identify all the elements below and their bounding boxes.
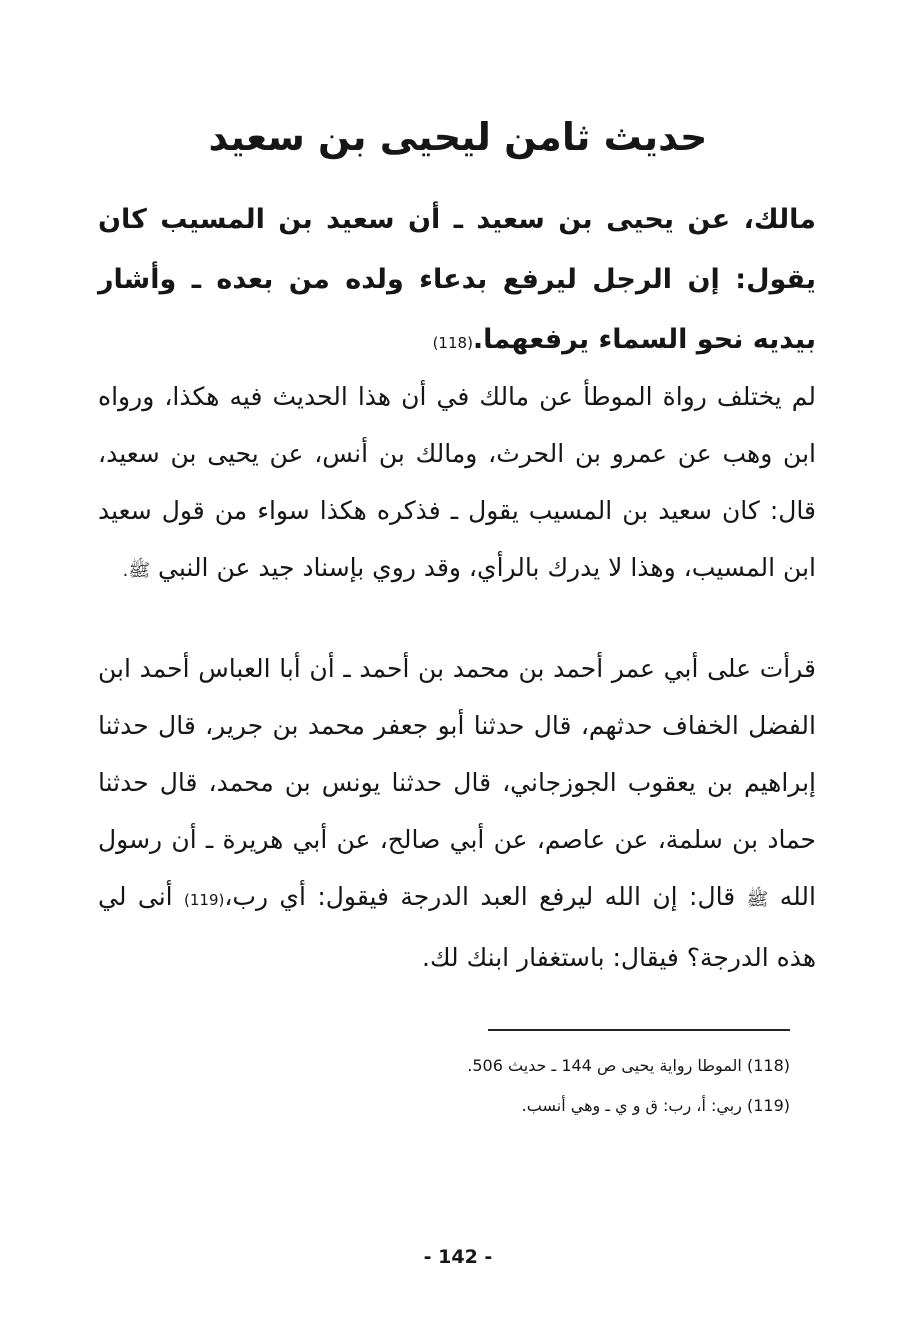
footnote-ref-119: (119): [184, 891, 225, 909]
salla-glyph-1: ﷺ.: [122, 560, 151, 581]
salla-glyph-2: ﷺ: [746, 889, 769, 910]
commentary-paragraph-1: [98, 368, 816, 599]
commentary-paragraph-2: [98, 640, 816, 986]
hadith-body: مالك، عن يحيى بن سعيد ـ أن سعيد بن المسيب كان يقول: إن الرجل ليرفع بدعاء ولده من بعده ـ وأشار بيديه نحو السماء يرفعهما.: [98, 204, 816, 355]
page-number: - 142 -: [423, 1246, 493, 1268]
section-heading: حديث ثامن ليحيى بن سعيد: [208, 115, 708, 159]
footnote-divider: [488, 1029, 790, 1031]
commentary-2-body-a: قرأت على أبي عمر أحمد بن محمد بن أحمد ـ أن أبا العباس أحمد ابن الفضل الخفاف حدثهم، قال حدثنا أبو جعفر محمد بن جرير، قال حدثنا إبراهيم بن يعقوب الجوزجاني، قال حدثنا يونس بن محمد، قال حدثنا حماد بن سلمة، عن عاصم، عن أبي صالح، عن أبي هريرة ـ أن رسول الله: [98, 654, 816, 911]
commentary-1-body: لم يختلف رواة الموطأ عن مالك في أن هذا الحديث فيه هكذا، ورواه ابن وهب عن عمرو بن الحرث، ومالك بن أنس، عن يحيى بن سعيد، قال: كان سعيد بن المسيب يقول ـ فذكره هكذا سواء من قول سعيد ابن المسيب، وهذا لا يدرك بالرأي، وقد روي بإسناد جيد عن النبي: [98, 382, 816, 582]
footnote-118: (118) الموطا رواية يحيى ص 144 ـ حديث 506.: [467, 1056, 790, 1075]
commentary-2-body-c: أنى لي هذه الدرجة؟ فيقال: باستغفار ابنك لك.: [98, 882, 816, 972]
commentary-2-body-b: قال: إن الله ليرفع العبد الدرجة فيقول: أي رب،: [224, 882, 736, 911]
hadith-text: [98, 190, 816, 373]
footnote-119: (119) ربي: أ، رب: ق و ي ـ وهي أنسب.: [521, 1096, 790, 1115]
footnotes-list: [300, 1046, 790, 1126]
footnote-ref-118: (118): [432, 334, 473, 352]
